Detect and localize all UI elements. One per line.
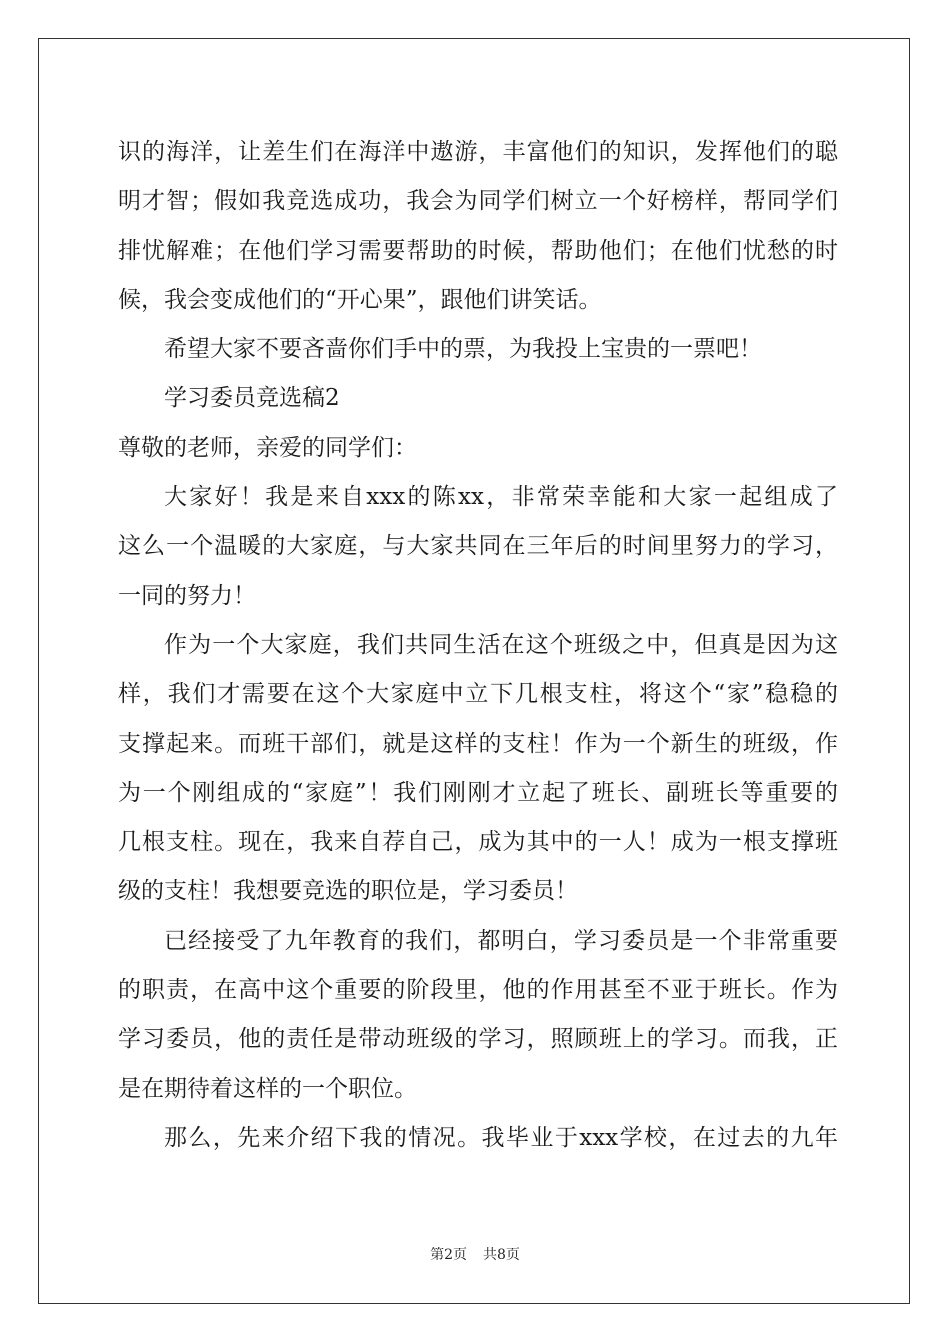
text-line: 作为一个大家庭，我们共同生活在这个班级之中，但真是因为这 (164, 631, 838, 658)
text-line: 大家好！我是来自xxx的陈xx，非常荣幸能和大家一起组成了 (164, 484, 838, 511)
text-line: 是在期待着这样的一个职位。 (118, 1075, 417, 1102)
text-line: 已经接受了九年教育的我们，都明白，学习委员是一个非常重要 (164, 927, 838, 954)
page-total: 共8页 (483, 1247, 520, 1263)
text-line: 这么一个温暖的大家庭，与大家共同在三年后的时间里努力的学习， (118, 533, 838, 560)
page-footer (0, 1244, 950, 1264)
text-line: 样，我们才需要在这个大家庭中立下几根支柱，将这个“家”稳稳的 (118, 681, 838, 708)
text-line: 希望大家不要吝啬你们手中的票，为我投上宝贵的一票吧！ (164, 336, 762, 363)
text-line: 明才智；假如我竞选成功，我会为同学们树立一个好榜样，帮同学们 (118, 188, 838, 215)
text-line: 学习委员，他的责任是带动班级的学习，照顾班上的学习。而我，正 (118, 1026, 838, 1053)
section-heading: 学习委员竞选稿2 (164, 385, 340, 412)
text-line: 的职责，在高中这个重要的阶段里，他的作用甚至不亚于班长。作为 (118, 977, 838, 1004)
document-body (118, 128, 838, 1163)
text-line: 排忧解难；在他们学习需要帮助的时候，帮助他们；在他们忧愁的时 (118, 237, 838, 264)
text-line: 几根支柱。现在，我来自荐自己，成为其中的一人！成为一根支撑班 (118, 829, 838, 856)
page-number: 第2页 (430, 1247, 467, 1263)
text-line: 识的海洋，让差生们在海洋中遨游，丰富他们的知识，发挥他们的聪 (118, 139, 838, 165)
text-line: 一同的努力！ (118, 582, 256, 609)
salutation: 尊敬的老师，亲爱的同学们： (118, 434, 417, 461)
text-line: 为一个刚组成的“家庭”！我们刚刚才立起了班长、副班长等重要的 (118, 779, 838, 806)
text-line: 那么，先来介绍下我的情况。我毕业于xxx学校，在过去的九年 (164, 1124, 838, 1151)
text-line: 支撑起来。而班干部们，就是这样的支柱！作为一个新生的班级，作 (118, 730, 838, 757)
text-line: 级的支柱！我想要竞选的职位是，学习委员！ (118, 878, 578, 905)
text-line: 候，我会变成他们的“开心果”，跟他们讲笑话。 (118, 286, 602, 313)
